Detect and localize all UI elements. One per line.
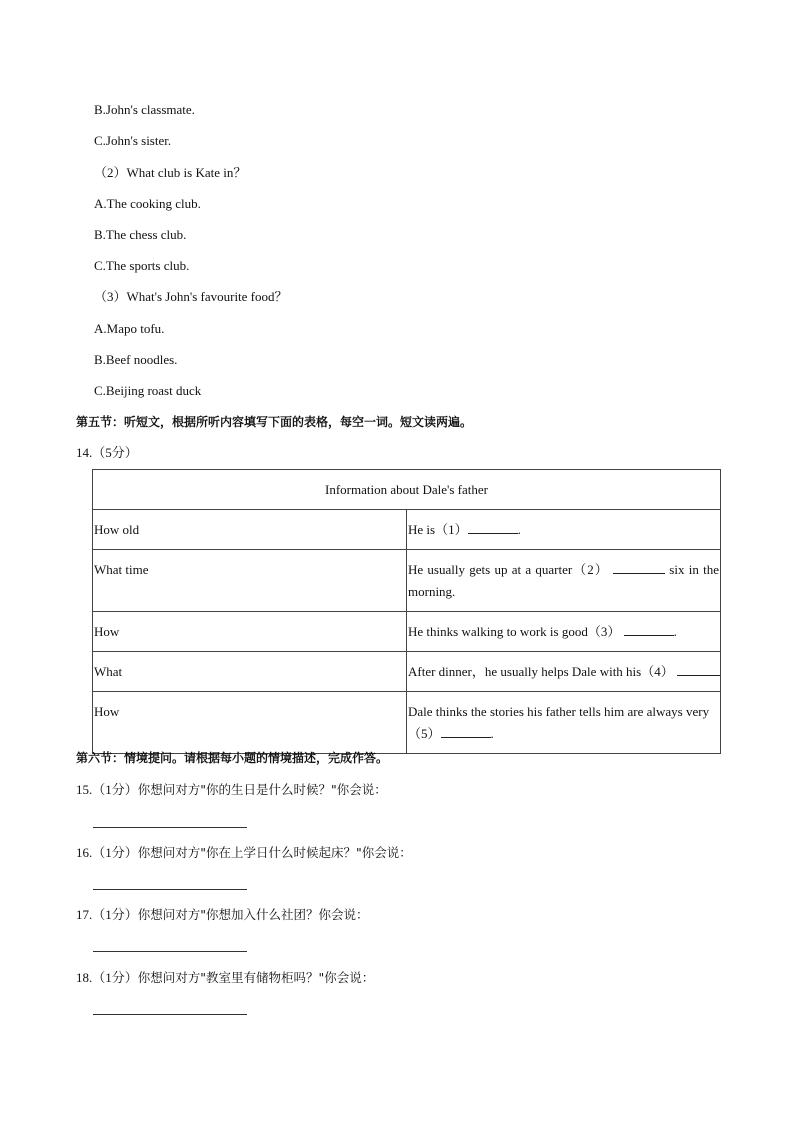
option-13-2-a: A.The cooking club. [94,196,201,211]
table-row [93,652,721,692]
blank-5[interactable] [441,725,491,738]
question-text: 你想问对方"你的生日是什么时候？"你会说： [137,782,387,797]
row-label: How [94,704,120,719]
question-14-number: 14.（5分） [76,445,138,460]
option-13-1-c: C.John's sister. [94,133,172,148]
row-text-after: . [490,726,494,741]
row-text-after: . [517,522,521,537]
question-text: 你想问对方"教室里有储物柜吗？"你会说： [137,970,375,985]
row-text-after: . [673,624,677,639]
row-text: After dinner，he usually helps Dale with his（4） [408,664,674,679]
question-text: 你想问对方"你想加入什么社团？你会说： [137,907,369,922]
option-13-2-c: C.The sports club. [94,258,190,273]
row-text: He usually gets up at a quarter（2） [408,562,609,577]
row-content [407,550,720,611]
row-text: He is（1） [408,522,468,537]
blank-3[interactable] [624,623,674,636]
question-16 [76,845,412,861]
table-caption-row [93,470,721,510]
answer-line-17[interactable] [93,951,247,952]
question-18 [76,970,374,986]
answer-line-16[interactable] [93,889,247,890]
question-number: 16.（1分） [76,845,138,860]
table-row [93,510,721,550]
question-number: 18.（1分） [76,970,138,985]
row-content [407,652,720,691]
row-content [407,510,720,549]
option-13-1-b: B.John's classmate. [94,102,195,117]
table-row [93,612,721,652]
option-13-3-c: C.Beijing roast duck [94,383,202,398]
table-row [93,550,721,612]
table-caption: Information about Dale's father [325,482,488,497]
row-content [407,612,720,651]
question-text: 你想问对方"你在上学日什么时候起床？"你会说： [137,845,412,860]
section-6-heading: 第六节：情境提问。请根据每小题的情境描述，完成作答。 [76,751,389,765]
row-text-after: six in the morning. [408,562,719,599]
question-15 [76,782,387,798]
row-content [407,692,720,753]
table-row [93,692,721,754]
row-text: Dale thinks the stories his father tells him are always very （5） [408,704,710,741]
question-13-3: （3）What's John's favourite food？ [94,289,288,304]
blank-1[interactable] [468,521,518,534]
question-13-2: （2）What club is Kate in？ [94,165,247,180]
blank-4[interactable] [677,663,720,676]
question-17 [76,907,369,923]
answer-line-18[interactable] [93,1014,247,1015]
row-label: How old [94,522,140,537]
option-13-3-a: A.Mapo tofu. [94,321,165,336]
info-table [92,469,721,754]
section-5-heading: 第五节：听短文，根据所听内容填写下面的表格，每空一词。短文读两遍。 [76,415,473,429]
answer-line-15[interactable] [93,827,247,828]
row-label: What time [94,562,149,577]
option-13-2-b: B.The chess club. [94,227,187,242]
row-label: What [94,664,123,679]
option-13-3-b: B.Beef noodles. [94,352,178,367]
row-label: How [94,624,120,639]
row-text: He thinks walking to work is good（3） [408,624,621,639]
question-number: 15.（1分） [76,782,138,797]
blank-2[interactable] [613,561,665,574]
question-number: 17.（1分） [76,907,138,922]
